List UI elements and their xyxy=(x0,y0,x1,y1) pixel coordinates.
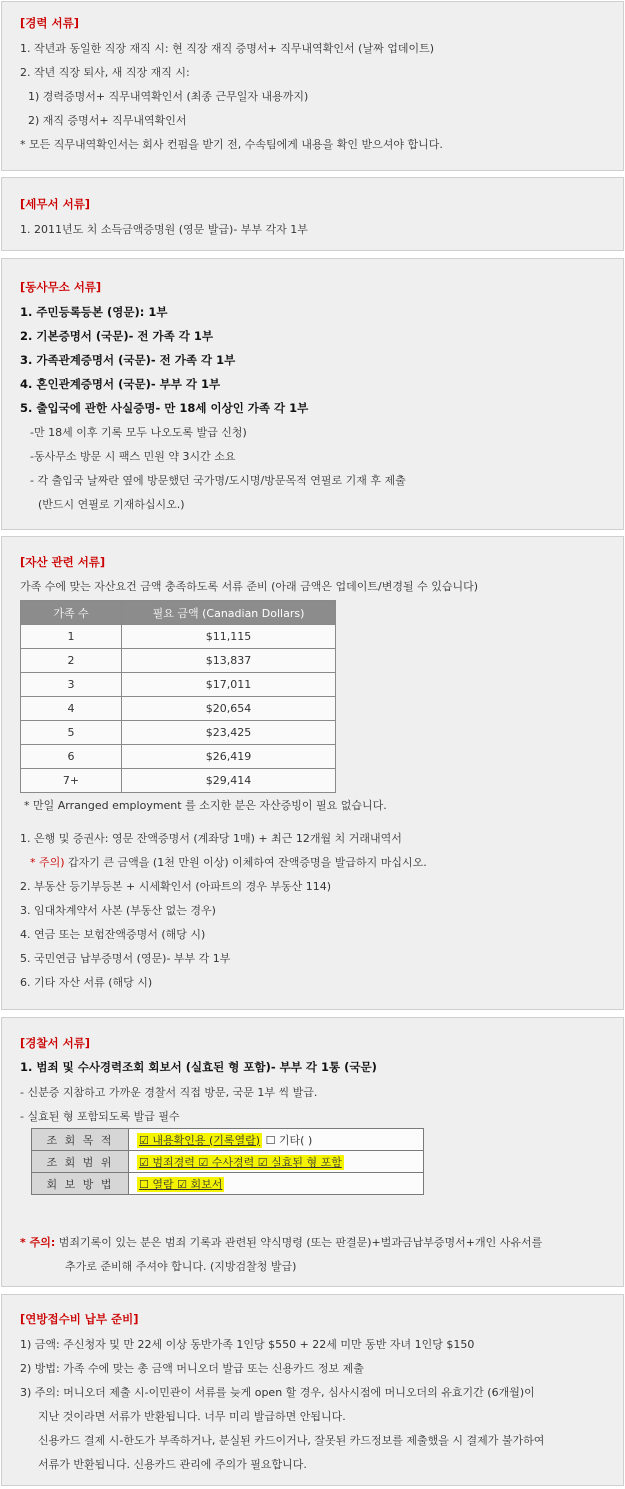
list-item: 6. 기타 자산 서류 (해당 시) xyxy=(20,976,153,989)
section-community-center-documents xyxy=(1,258,624,530)
table-row xyxy=(21,745,336,769)
list-item: 2. 부동산 등기부등본 + 시세확인서 (아파트의 경우 부동산 114) xyxy=(20,880,332,893)
list-item: 1) 금액: 주신청자 및 만 22세 이상 동반가족 1인당 $550 + 22세 미만 동반 자녀 1인당 $150 xyxy=(20,1338,475,1351)
list-item: - 각 출입국 날짜란 옆에 방문했던 국가명/도시명/방문목적 연필로 기재 후 제출 xyxy=(30,474,406,487)
note-text: * 만일 Arranged employment 를 소지한 분은 자산증빙이 필요 없습니다. xyxy=(24,799,387,812)
list-item: 2) 방법: 가족 수에 맞는 총 금액 머니오더 발급 또는 신용카드 정보 제출 xyxy=(20,1362,364,1375)
warning-line xyxy=(20,1234,542,1250)
table-row xyxy=(21,721,336,745)
section-title: [세무서 서류] xyxy=(20,197,91,211)
warning-line: 추가로 준비해 주셔야 합니다. (지방검찰청 발급) xyxy=(65,1260,297,1273)
table-row xyxy=(21,673,336,697)
warning-prefix: * 주의) xyxy=(30,856,65,869)
table-cell: $11,115 xyxy=(122,625,336,649)
table-cell: $13,837 xyxy=(122,649,336,673)
list-item: 신용카드 결제 시-한도가 부족하거나, 분실된 카드이거나, 잘못된 카드정보를 제출했을 시 결제가 불가하여 xyxy=(38,1434,545,1447)
highlighted-option: ☑ 내용확인용 (기록열람) xyxy=(139,1133,261,1147)
table-row xyxy=(21,625,336,649)
table-cell: 3 xyxy=(21,673,122,697)
table-row xyxy=(32,1129,424,1151)
table-cell: 1 xyxy=(21,625,122,649)
section-title: [경찰서 서류] xyxy=(20,1036,91,1050)
table-header-family-size: 가족 수 xyxy=(21,601,122,625)
table-row xyxy=(21,649,336,673)
list-item: 3) 주의: 머니오더 제출 시-이민관이 서류를 늦게 open 할 경우, 심사시점에 머니오더의 유효기간 (6개월)이 xyxy=(20,1386,535,1399)
list-item: 4. 혼인관계증명서 (국문)- 부부 각 1부 xyxy=(20,377,221,391)
section-asset-documents xyxy=(1,536,624,1010)
table-row xyxy=(21,769,336,793)
list-item: 1. 범죄 및 수사경력조회 회보서 (실효된 형 포함)- 부부 각 1통 (국문) xyxy=(20,1060,377,1074)
list-item: 3. 가족관계증명서 (국문)- 전 가족 각 1부 xyxy=(20,353,236,367)
police-check-form xyxy=(31,1128,424,1195)
section-title: [연방접수비 납부 준비] xyxy=(20,1312,139,1326)
list-item: 2) 재직 증명서+ 직무내역확인서 xyxy=(28,114,187,127)
list-item: 4. 연금 또는 보험잔액증명서 (해당 시) xyxy=(20,928,206,941)
warning-prefix: * 주의: xyxy=(20,1236,56,1249)
table-cell: 7+ xyxy=(21,769,122,793)
table-cell: $17,011 xyxy=(122,673,336,697)
list-item: - 신분증 지참하고 가까운 경찰서 직접 방문, 국문 1부 씩 발급. xyxy=(20,1086,318,1099)
list-item: 지난 것이라면 서류가 반환됩니다. 너무 미리 발급하면 안됩니다. xyxy=(38,1410,346,1423)
section-tax-office-documents xyxy=(1,177,624,251)
form-value xyxy=(129,1129,424,1151)
list-item: 3. 임대차계약서 사본 (부동산 없는 경우) xyxy=(20,904,216,917)
table-row xyxy=(21,697,336,721)
intro-text: 가족 수에 맞는 자산요건 금액 충족하도록 서류 준비 (아래 금액은 업데이트/변경될 수 있습니다) xyxy=(20,580,479,593)
table-header-row xyxy=(21,601,336,625)
warning-line xyxy=(30,854,427,870)
table-header-amount: 필요 금액 (Canadian Dollars) xyxy=(122,601,336,625)
list-item: 5. 국민연금 납부증명서 (영문)- 부부 각 1부 xyxy=(20,952,231,965)
list-item: 2. 기본증명서 (국문)- 전 가족 각 1부 xyxy=(20,329,213,343)
form-option: ☐ 기타( ) xyxy=(262,1133,313,1147)
table-cell: $29,414 xyxy=(122,769,336,793)
section-police-documents xyxy=(1,1017,624,1287)
table-cell: 2 xyxy=(21,649,122,673)
section-federal-fee xyxy=(1,1294,624,1486)
table-cell: $20,654 xyxy=(122,697,336,721)
warning-text: 갑자기 큰 금액을 (1천 만원 이상) 이체하여 잔액증명을 발급하지 마십시오. xyxy=(64,856,427,869)
form-value xyxy=(129,1173,424,1195)
table-cell: 6 xyxy=(21,745,122,769)
table-cell: $26,419 xyxy=(122,745,336,769)
list-item: 1. 주민등록등본 (영문): 1부 xyxy=(20,305,168,319)
section-title: [동사무소 서류] xyxy=(20,280,102,294)
list-item: -동사무소 방문 시 팩스 민원 약 3시간 소요 xyxy=(30,450,236,463)
list-item: * 모든 직무내역확인서는 회사 컨펌을 받기 전, 수속팀에게 내용을 확인 받으셔야 합니다. xyxy=(20,138,443,151)
list-item: 1) 경력증명서+ 직무내역확인서 (최종 근무일자 내용까지) xyxy=(28,90,309,103)
highlighted-option: ☑ 범죄경력 ☑ 수사경력 ☑ 실효된 형 포함 xyxy=(139,1155,342,1169)
form-value xyxy=(129,1151,424,1173)
form-label: 조 회 목 적 xyxy=(32,1129,129,1151)
list-item: (반드시 연필로 기재하십시오.) xyxy=(38,498,185,511)
form-label: 회 보 방 법 xyxy=(32,1173,129,1195)
section-title: [자산 관련 서류] xyxy=(20,555,106,569)
table-cell: 4 xyxy=(21,697,122,721)
form-label: 조 회 범 위 xyxy=(32,1151,129,1173)
section-title: [경력 서류] xyxy=(20,16,79,30)
warning-text: 범죄기록이 있는 분은 범죄 기록과 관련된 약식명령 (또는 판결문)+벌과금납부증명서+개인 사유서를 xyxy=(55,1236,543,1249)
table-row xyxy=(32,1151,424,1173)
list-item: - 실효된 형 포함되도록 발급 필수 xyxy=(20,1110,180,1123)
list-item: 1. 작년과 동일한 직장 재직 시: 현 직장 재직 증명서+ 직무내역확인서 (날짜 업데이트) xyxy=(20,42,434,55)
list-item: 1. 2011년도 치 소득금액증명원 (영문 발급)- 부부 각자 1부 xyxy=(20,223,308,236)
table-cell: 5 xyxy=(21,721,122,745)
list-item: -만 18세 이후 기록 모두 나오도록 발급 신청) xyxy=(30,426,247,439)
table-cell: $23,425 xyxy=(122,721,336,745)
highlighted-option: ☐ 열람 ☑ 회보서 xyxy=(139,1177,223,1191)
section-career-documents xyxy=(1,1,624,171)
list-item: 1. 은행 및 증권사: 영문 잔액증명서 (계좌당 1매) + 최근 12개월 치 거래내역서 xyxy=(20,832,402,845)
funds-table xyxy=(20,600,336,793)
list-item: 서류가 반환됩니다. 신용카드 관리에 주의가 필요합니다. xyxy=(38,1458,307,1471)
list-item: 2. 작년 직장 퇴사, 새 직장 재직 시: xyxy=(20,66,190,79)
list-item: 5. 출입국에 관한 사실증명- 만 18세 이상인 가족 각 1부 xyxy=(20,401,309,415)
table-row xyxy=(32,1173,424,1195)
